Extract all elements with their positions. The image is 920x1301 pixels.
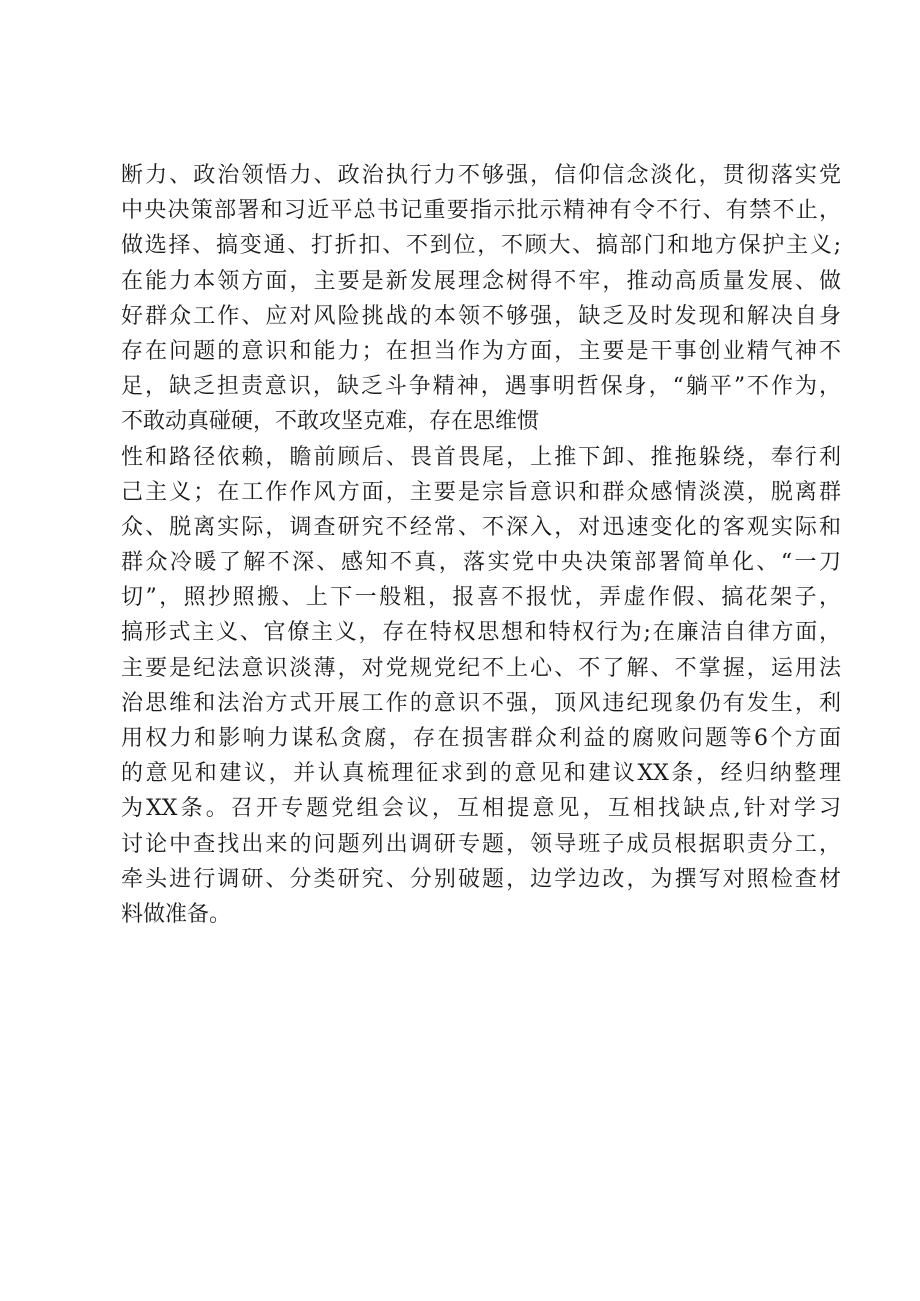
text-line: 讨论中查找出来的问题列出调研专题，领导班子成员根据职责分工，: [121, 831, 841, 857]
text-line: 不敢动真碰硬，不敢攻坚克难，存在思维惯: [121, 409, 540, 435]
text-line: 用权力和影响力谋私贪腐，存在损害群众利益的腐败问题等6个方面: [121, 726, 841, 751]
text-line: 牵头进行调研、分类研究、分别破题，边学边改，为撰写对照检查材: [121, 866, 841, 892]
text-line: 做选择、搞变通、打折扣、不到位，不顾大、搞部门和地方保护主义;: [121, 233, 841, 259]
text-line: 治思维和法治方式开展工作的意识不强，顶风违纪现象仍有发生，利: [121, 690, 841, 716]
text-line: 众、脱离实际，调查研究不经常、不深入，对迅速变化的客观实际和: [121, 514, 841, 540]
text-line: 在能力本领方面，主要是新发展理念树得不牢，推动高质量发展、做: [121, 268, 841, 294]
text-line: 断力、政治领悟力、政治执行力不够强，信仰信念淡化，贯彻落实党: [121, 163, 841, 188]
text-line: 性和路径依赖，瞻前顾后、畏首畏尾，上推下卸、推拖躲绕，奉行利: [121, 444, 841, 470]
text-line: 切”，照抄照搬、上下一般粗，报喜不报忧，弄虚作假、搞花架子，: [121, 585, 841, 611]
text-line: 好群众工作、应对风险挑战的本领不够强，缺乏及时发现和解决自身: [121, 303, 841, 329]
text-line: 搞形式主义、官僚主义，存在特权思想和特权行为;在廉洁自律方面，: [121, 620, 841, 646]
text-line: 中央决策部署和习近平总书记重要指示批示精神有令不行、有禁不止，: [121, 198, 841, 224]
text-line: 的意见和建议，并认真梳理征求到的意见和建议XX条，经归纳整理: [121, 761, 841, 787]
text-line: 料做准备。: [121, 901, 232, 927]
text-line: 己主义；在工作作风方面，主要是宗旨意识和群众感情淡漠，脱离群: [121, 479, 841, 505]
text-line: 主要是纪法意识淡薄，对党规党纪不上心、不了解、不掌握，运用法: [121, 655, 841, 681]
text-line: 为XX条。召开专题党组会议，互相提意见，互相找缺点,针对学习: [121, 796, 841, 822]
text-line: 足，缺乏担责意识，缺乏斗争精神，遇事明哲保身，“躺平”不作为，: [121, 374, 841, 400]
text-line: 群众冷暖了解不深、感知不真，落实党中央决策部署简单化、“一刀: [121, 550, 841, 576]
text-line: 存在问题的意识和能力；在担当作为方面，主要是干事创业精气神不: [121, 338, 841, 364]
body-text: [121, 158, 841, 932]
